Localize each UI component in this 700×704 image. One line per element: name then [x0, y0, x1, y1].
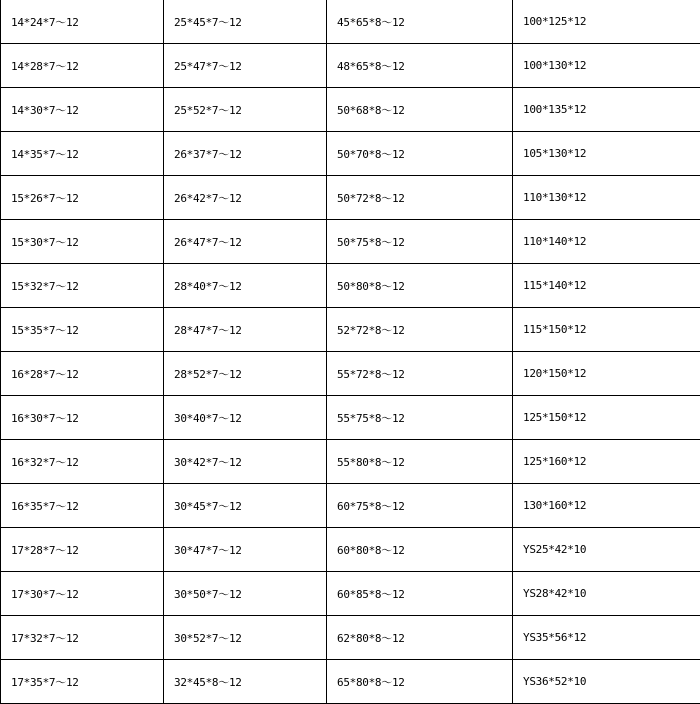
table-cell: YS35*56*12: [513, 616, 700, 660]
table-cell: 115*140*12: [513, 264, 700, 308]
table-cell: 130*160*12: [513, 484, 700, 528]
table-cell: 25*52*7～12: [164, 88, 327, 132]
table-cell: 100*125*12: [513, 0, 700, 44]
table-row: [1, 176, 700, 220]
table-row: [1, 0, 700, 44]
table-cell: 15*30*7～12: [1, 220, 164, 264]
table-cell: 100*130*12: [513, 44, 700, 88]
table-cell: 50*80*8～12: [327, 264, 513, 308]
table-row: [1, 396, 700, 440]
table-cell: 25*45*7～12: [164, 0, 327, 44]
table-row: [1, 132, 700, 176]
table-cell: 60*80*8～12: [327, 528, 513, 572]
table-cell: 50*75*8～12: [327, 220, 513, 264]
table-cell: 30*40*7～12: [164, 396, 327, 440]
table-cell: 17*28*7～12: [1, 528, 164, 572]
table-cell: YS36*52*10: [513, 660, 700, 704]
table-row: [1, 352, 700, 396]
table-cell: 14*35*7～12: [1, 132, 164, 176]
table-cell: 26*37*7～12: [164, 132, 327, 176]
table-row: [1, 88, 700, 132]
table-cell: 30*42*7～12: [164, 440, 327, 484]
table-cell: 16*35*7～12: [1, 484, 164, 528]
table-cell: 60*75*8～12: [327, 484, 513, 528]
table-cell: YS28*42*10: [513, 572, 700, 616]
table-cell: 17*32*7～12: [1, 616, 164, 660]
table-cell: 14*28*7～12: [1, 44, 164, 88]
table-cell: 30*52*7～12: [164, 616, 327, 660]
table-cell: 30*45*7～12: [164, 484, 327, 528]
table-cell: 16*28*7～12: [1, 352, 164, 396]
table-row: [1, 572, 700, 616]
table-row: [1, 484, 700, 528]
table-cell: 16*32*7～12: [1, 440, 164, 484]
table-row: [1, 528, 700, 572]
table-row: [1, 44, 700, 88]
table-cell: 62*80*8～12: [327, 616, 513, 660]
table-cell: 48*65*8～12: [327, 44, 513, 88]
table-cell: 14*24*7～12: [1, 0, 164, 44]
table-cell: 16*30*7～12: [1, 396, 164, 440]
table-cell: 65*80*8～12: [327, 660, 513, 704]
table-cell: 115*150*12: [513, 308, 700, 352]
table-cell: 15*35*7～12: [1, 308, 164, 352]
table-row: [1, 308, 700, 352]
table-cell: 105*130*12: [513, 132, 700, 176]
table-cell: 120*150*12: [513, 352, 700, 396]
table-cell: 15*32*7～12: [1, 264, 164, 308]
table-cell: 15*26*7～12: [1, 176, 164, 220]
table-cell: 30*47*7～12: [164, 528, 327, 572]
table-cell: 110*130*12: [513, 176, 700, 220]
table-cell: 50*72*8～12: [327, 176, 513, 220]
table-cell: 52*72*8～12: [327, 308, 513, 352]
table-cell: 28*40*7～12: [164, 264, 327, 308]
table-cell: 26*47*7～12: [164, 220, 327, 264]
table-cell: 50*70*8～12: [327, 132, 513, 176]
table-cell: 17*35*7～12: [1, 660, 164, 704]
table-cell: 55*72*8～12: [327, 352, 513, 396]
table-cell: 60*85*8～12: [327, 572, 513, 616]
table-cell: 110*140*12: [513, 220, 700, 264]
table-cell: 45*65*8～12: [327, 0, 513, 44]
size-spec-table-body: [1, 0, 700, 704]
table-cell: 14*30*7～12: [1, 88, 164, 132]
table-cell: 25*47*7～12: [164, 44, 327, 88]
table-row: [1, 220, 700, 264]
table-cell: 50*68*8～12: [327, 88, 513, 132]
table-cell: 125*160*12: [513, 440, 700, 484]
table-cell: YS25*42*10: [513, 528, 700, 572]
table-cell: 125*150*12: [513, 396, 700, 440]
table-cell: 55*80*8～12: [327, 440, 513, 484]
table-cell: 55*75*8～12: [327, 396, 513, 440]
table-cell: 32*45*8～12: [164, 660, 327, 704]
table-cell: 17*30*7～12: [1, 572, 164, 616]
table-row: [1, 660, 700, 704]
table-cell: 100*135*12: [513, 88, 700, 132]
table-row: [1, 616, 700, 660]
table-cell: 26*42*7～12: [164, 176, 327, 220]
table-cell: 28*47*7～12: [164, 308, 327, 352]
table-cell: 30*50*7～12: [164, 572, 327, 616]
table-row: [1, 264, 700, 308]
table-row: [1, 440, 700, 484]
table-cell: 28*52*7～12: [164, 352, 327, 396]
